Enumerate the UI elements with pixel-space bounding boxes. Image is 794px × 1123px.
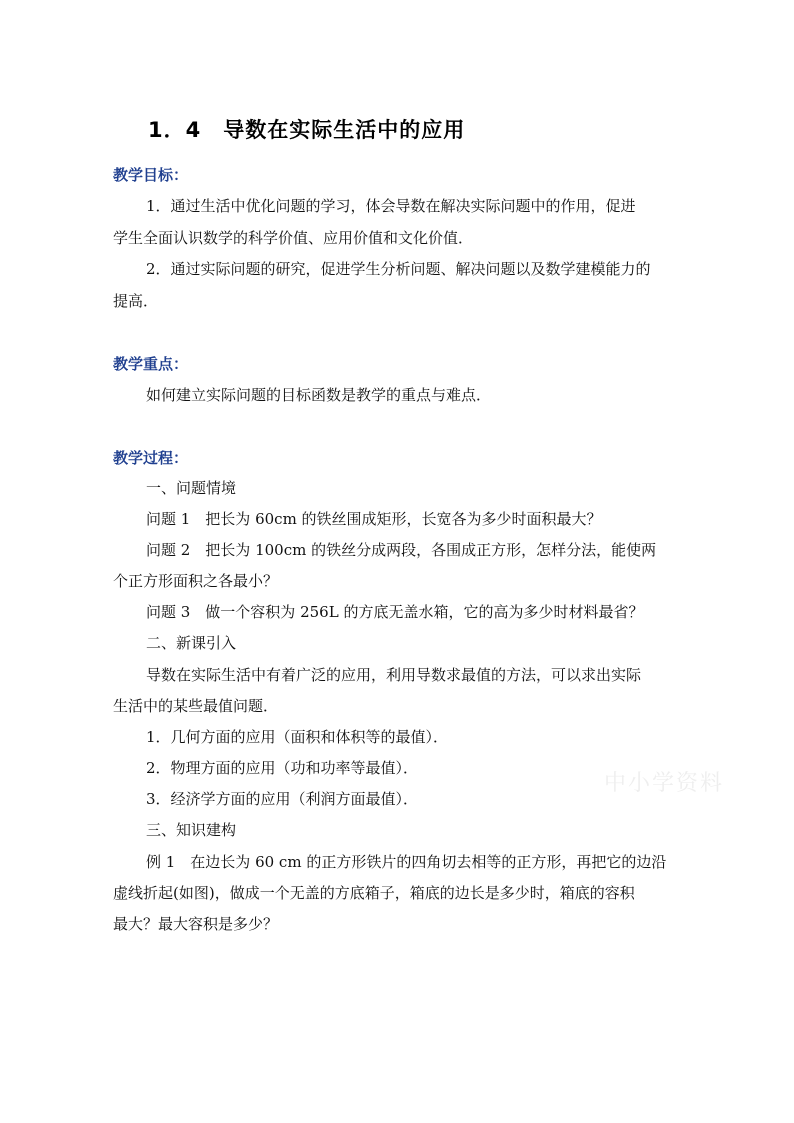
goals-line-2: 学生全面认识数学的科学价值、应用价值和文化价值． — [113, 229, 474, 247]
process-line-13: 例 1 在边长为 60 cm 的正方形铁片的四角切去相等的正方形，再把它的边沿 — [146, 853, 667, 871]
goals-heading: 教学目标： — [113, 166, 189, 184]
process-line-5: 问题 3 做一个容积为 256L 的方底无盖水箱，它的高为多少时材料最省？ — [146, 603, 644, 621]
goals-line-3: 2．通过实际问题的研究，促进学生分析问题、解决问题以及数学建模能力的 — [146, 260, 651, 278]
process-line-6: 二、新课引入 — [146, 634, 237, 652]
title-text: 导数在实际生活中的应用 — [223, 118, 466, 142]
key-points-line-1: 如何建立实际问题的目标函数是教学的重点与难点． — [146, 386, 492, 404]
process-heading: 教学过程： — [113, 449, 189, 467]
title-number: 1．4 — [148, 118, 202, 142]
process-line-8: 生活中的某些最值问题． — [113, 697, 279, 715]
process-line-3: 问题 2 把长为 100cm 的铁丝分成两段，各围成正方形，怎样分法，能使两 — [146, 541, 657, 559]
process-line-15: 最大？最大容积是多少？ — [113, 915, 279, 933]
document-title — [148, 114, 465, 144]
process-line-7: 导数在实际生活中有着广泛的应用，利用导数求最值的方法，可以求出实际 — [146, 666, 642, 684]
process-line-9: 1．几何方面的应用（面积和体积等的最值）． — [146, 728, 449, 746]
process-line-14: 虚线折起(如图)，做成一个无盖的方底箱子，箱底的边长是多少时，箱底的容积 — [113, 884, 635, 902]
watermark: 中小学资料 — [604, 771, 725, 796]
key-points-heading: 教学重点： — [113, 355, 189, 373]
goals-line-1: 1．通过生活中优化问题的学习，体会导数在解决实际问题中的作用，促进 — [146, 197, 636, 215]
process-line-4: 个正方形面积之各最小？ — [113, 572, 279, 590]
process-line-1: 一、问题情境 — [146, 479, 237, 497]
goals-line-4: 提高． — [113, 292, 159, 310]
process-line-10: 2．物理方面的应用（功和功率等最值）． — [146, 759, 419, 777]
process-line-12: 三、知识建构 — [146, 821, 237, 839]
process-line-11: 3．经济学方面的应用（利润方面最值）． — [146, 790, 419, 808]
process-line-2: 问题 1 把长为 60cm 的铁丝围成矩形，长宽各为多少时面积最大？ — [146, 510, 602, 528]
